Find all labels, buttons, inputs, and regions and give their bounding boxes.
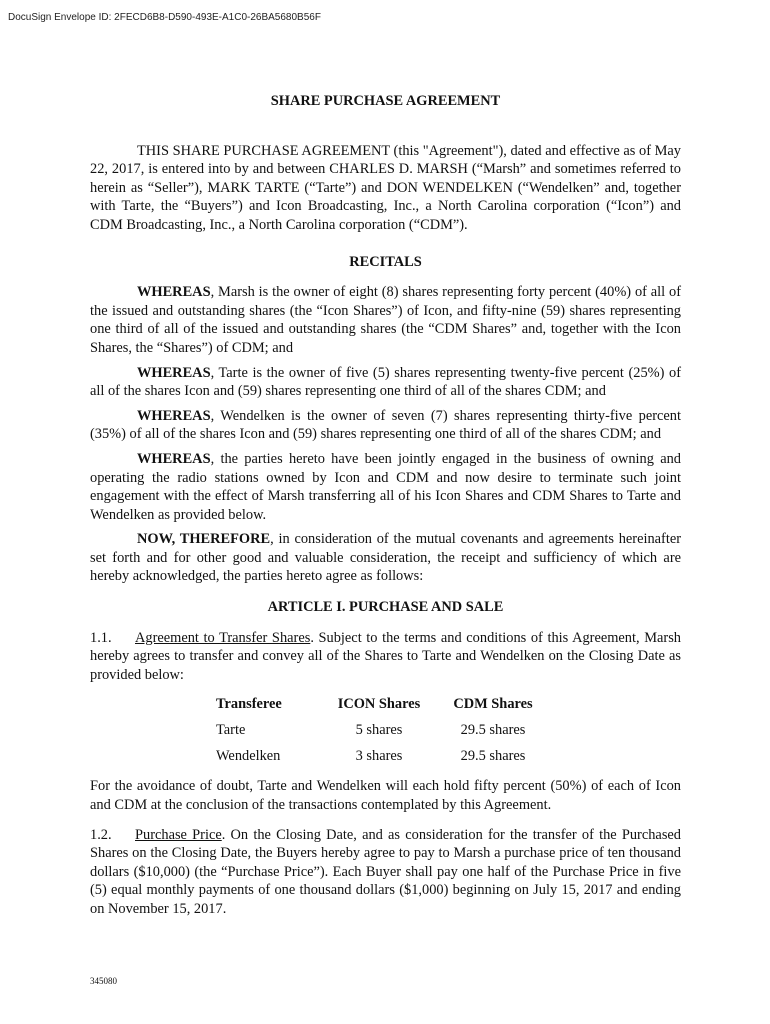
table-cell: Wendelken (216, 748, 281, 765)
section-text: . Subject to the terms and conditions of this Agreement, Marsh hereby agrees to transfer and convey all of the Shares to Tarte and Wendelken on the Closing Date as provided below: (90, 629, 681, 683)
section-text: . On the Closing Date, and as consideration for the transfer of the Purchased Shares on the Closing Date, the Buyers hereby agree to pay to Marsh a purchase price of ten thousand dollars ($10,000) (the “Purchase Price”). Each Buyer shall pay one half of the Purchase Price in five (5) equal monthly payments of one thousand dollars ($1,000) beginning on July 15, 2017 and ending on November 15, 2017. (90, 826, 682, 917)
recital-text: , Wendelken is the owner of seven (7) shares representing thirty-five percent (35%) of all of the shares Icon and (59) shares representing one third of all of the shares CDM; and (90, 407, 681, 443)
recital-lead: WHEREAS (137, 364, 211, 381)
column-header: ICON Shares (337, 696, 421, 713)
section-heading: Agreement to Transfer Shares (135, 629, 311, 646)
recital-paragraph (90, 283, 681, 357)
recital-paragraph (90, 407, 681, 444)
page-footer-number: 345080 (90, 976, 117, 986)
section-heading: Purchase Price (135, 826, 222, 843)
recital-paragraph (90, 450, 681, 524)
section-number: 1.2. (90, 826, 112, 843)
recital-paragraph (90, 364, 681, 401)
section-number: 1.1. (90, 629, 112, 646)
article-heading: ARTICLE I. PURCHASE AND SALE (267, 599, 504, 616)
table-cell: 3 shares (355, 748, 403, 765)
now-therefore-lead: NOW, THEREFORE (137, 531, 271, 548)
column-header: Transferee (216, 696, 282, 713)
avoidance-paragraph: For the avoidance of doubt, Tarte and Wendelken will each hold fifty percent (50%) of each of Icon and CDM at the conclusion of the transactions contemplated by this Agreement. (90, 778, 681, 814)
document-title: SHARE PURCHASE AGREEMENT (270, 93, 501, 109)
now-therefore-paragraph (90, 530, 681, 586)
recital-text: , the parties hereto have been jointly engaged in the business of owning and operating the radio stations owned by Icon and CDM and now desire to terminate such joint engagement with the effect of Marsh transferring all of his Icon Shares and CDM Shares to Tarte and Wendelken as provided below. (90, 450, 681, 523)
table-row (216, 721, 548, 747)
recital-lead: WHEREAS (137, 450, 211, 467)
now-therefore-text: , in consideration of the mutual covenants and agreements hereinafter set forth and for other good and valuable consideration, the receipt and sufficiency of which are hereby acknowledged, the parties hereto agree as follows: (90, 531, 682, 585)
table-cell: 29.5 shares (460, 722, 526, 739)
table-header-row (216, 695, 548, 721)
recitals-heading: RECITALS (349, 253, 422, 270)
table-cell: 5 shares (355, 722, 403, 739)
section-1-2 (90, 826, 681, 919)
recital-text: , Tarte is the owner of five (5) shares representing twenty-five percent (25%) of all of the shares Icon and (59) shares representing one third of all of the shares CDM; and (90, 364, 681, 400)
recital-lead: WHEREAS (137, 284, 211, 301)
recital-text: , Marsh is the owner of eight (8) shares representing forty percent (40%) of all of the issued and outstanding shares (the “Icon Shares”) of Icon, and fifty-nine (59) shares representing one third of all of the issued and outstanding shares (the “CDM Shares” and, together with the Icon Shares, the “Shares”) of CDM; and (90, 284, 681, 356)
table-row (216, 747, 548, 773)
section-1-1 (90, 629, 681, 685)
docusign-envelope-id: DocuSign Envelope ID: 2FECD6B8-D590-493E-A1C0-26BA5680B56F (8, 12, 321, 23)
intro-paragraph: THIS SHARE PURCHASE AGREEMENT (this "Agreement"), dated and effective as of May 22, 2017, is entered into by and between CHARLES D. MARSH (“Marsh” and sometimes referred to herein as “Seller”), MARK TARTE (“Tarte”) and DON WENDELKEN (“Wendelken” and, together with Tarte, the “Buyers”) and Icon Broadcasting, Inc., a North Carolina corporation (“Icon”) and CDM Broadcasting, Inc., a North Carolina corporation (“CDM”). (90, 142, 681, 233)
agreement-page (90, 92, 681, 919)
recital-lead: WHEREAS (137, 407, 211, 424)
table-cell: 29.5 shares (460, 748, 526, 765)
transfer-table (216, 695, 548, 773)
table-cell: Tarte (216, 722, 246, 739)
column-header: CDM Shares (453, 696, 533, 713)
